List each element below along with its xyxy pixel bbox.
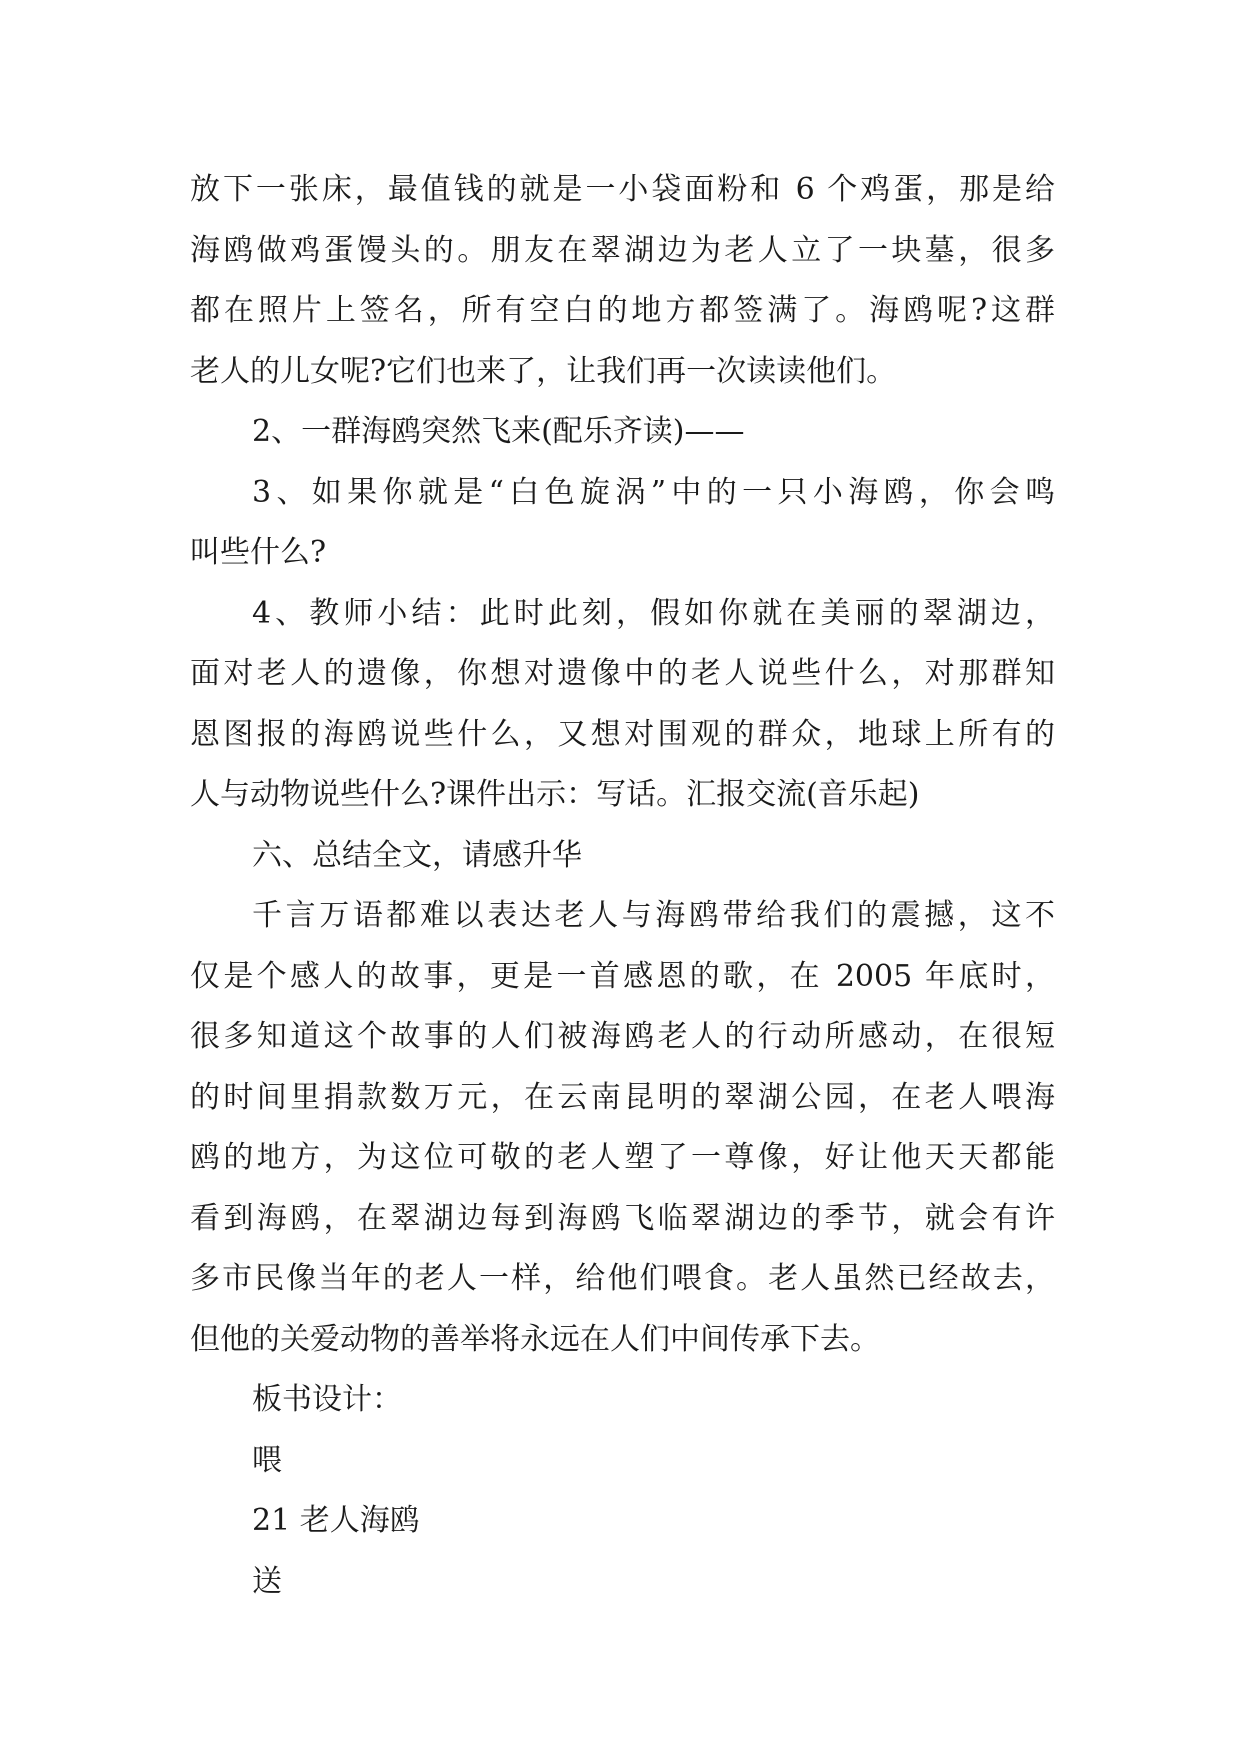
text-line: 仅是个感人的故事，更是一首感恩的歌，在 2005 年底时， (190, 958, 1055, 994)
text-line: 千言万语都难以表达老人与海鸥带给我们的震撼，这不 (252, 898, 1055, 933)
text-line: 鸥的地方，为这位可敬的老人塑了一尊像，好让他天天都能 (190, 1140, 1055, 1175)
section-heading: 六、总结全文，请感升华 (252, 837, 582, 873)
text-line: 2、一群海鸥突然飞来(配乐齐读)—— (252, 414, 745, 449)
text-line: 的时间里捐款数万元，在云南昆明的翠湖公园，在老人喂海 (190, 1079, 1055, 1115)
text-line: 都在照片上签名，所有空白的地方都签满了。海鸥呢?这群 (190, 293, 1055, 328)
text-line: 4、教师小结：此时此刻，假如你就在美丽的翠湖边， (252, 595, 1055, 631)
board-design-title: 21 老人海鸥 (252, 1503, 420, 1538)
text-line: 人与动物说些什么?课件出示：写话。汇报交流(音乐起) (190, 777, 920, 812)
document-body (190, 160, 1055, 1612)
board-design-item: 喂 (252, 1442, 282, 1478)
text-line: 面对老人的遗像，你想对遗像中的老人说些什么，对那群知 (190, 656, 1055, 691)
text-line: 看到海鸥，在翠湖边每到海鸥飞临翠湖边的季节，就会有许 (190, 1200, 1055, 1236)
text-line: 放下一张床，最值钱的就是一小袋面粉和 6 个鸡蛋，那是给 (190, 172, 1055, 207)
text-line: 多市民像当年的老人一样，给他们喂食。老人虽然已经故去， (190, 1261, 1055, 1296)
text-line: 但他的关爱动物的善举将永远在人们中间传承下去。 (190, 1321, 880, 1357)
text-line: 叫些什么? (190, 535, 327, 570)
text-line: 海鸥做鸡蛋馒头的。朋友在翠湖边为老人立了一块墓，很多 (190, 232, 1055, 268)
text-line: 很多知道这个故事的人们被海鸥老人的行动所感动，在很短 (190, 1019, 1055, 1054)
text-line: 老人的儿女呢?它们也来了，让我们再一次读读他们。 (190, 353, 897, 389)
text-line: 恩图报的海鸥说些什么，又想对围观的群众，地球上所有的 (190, 716, 1055, 752)
text-line: 3、如果你就是“白色旋涡”中的一只小海鸥，你会鸣 (252, 474, 1055, 510)
board-design-item: 送 (252, 1563, 282, 1599)
board-design-label: 板书设计： (252, 1382, 402, 1417)
